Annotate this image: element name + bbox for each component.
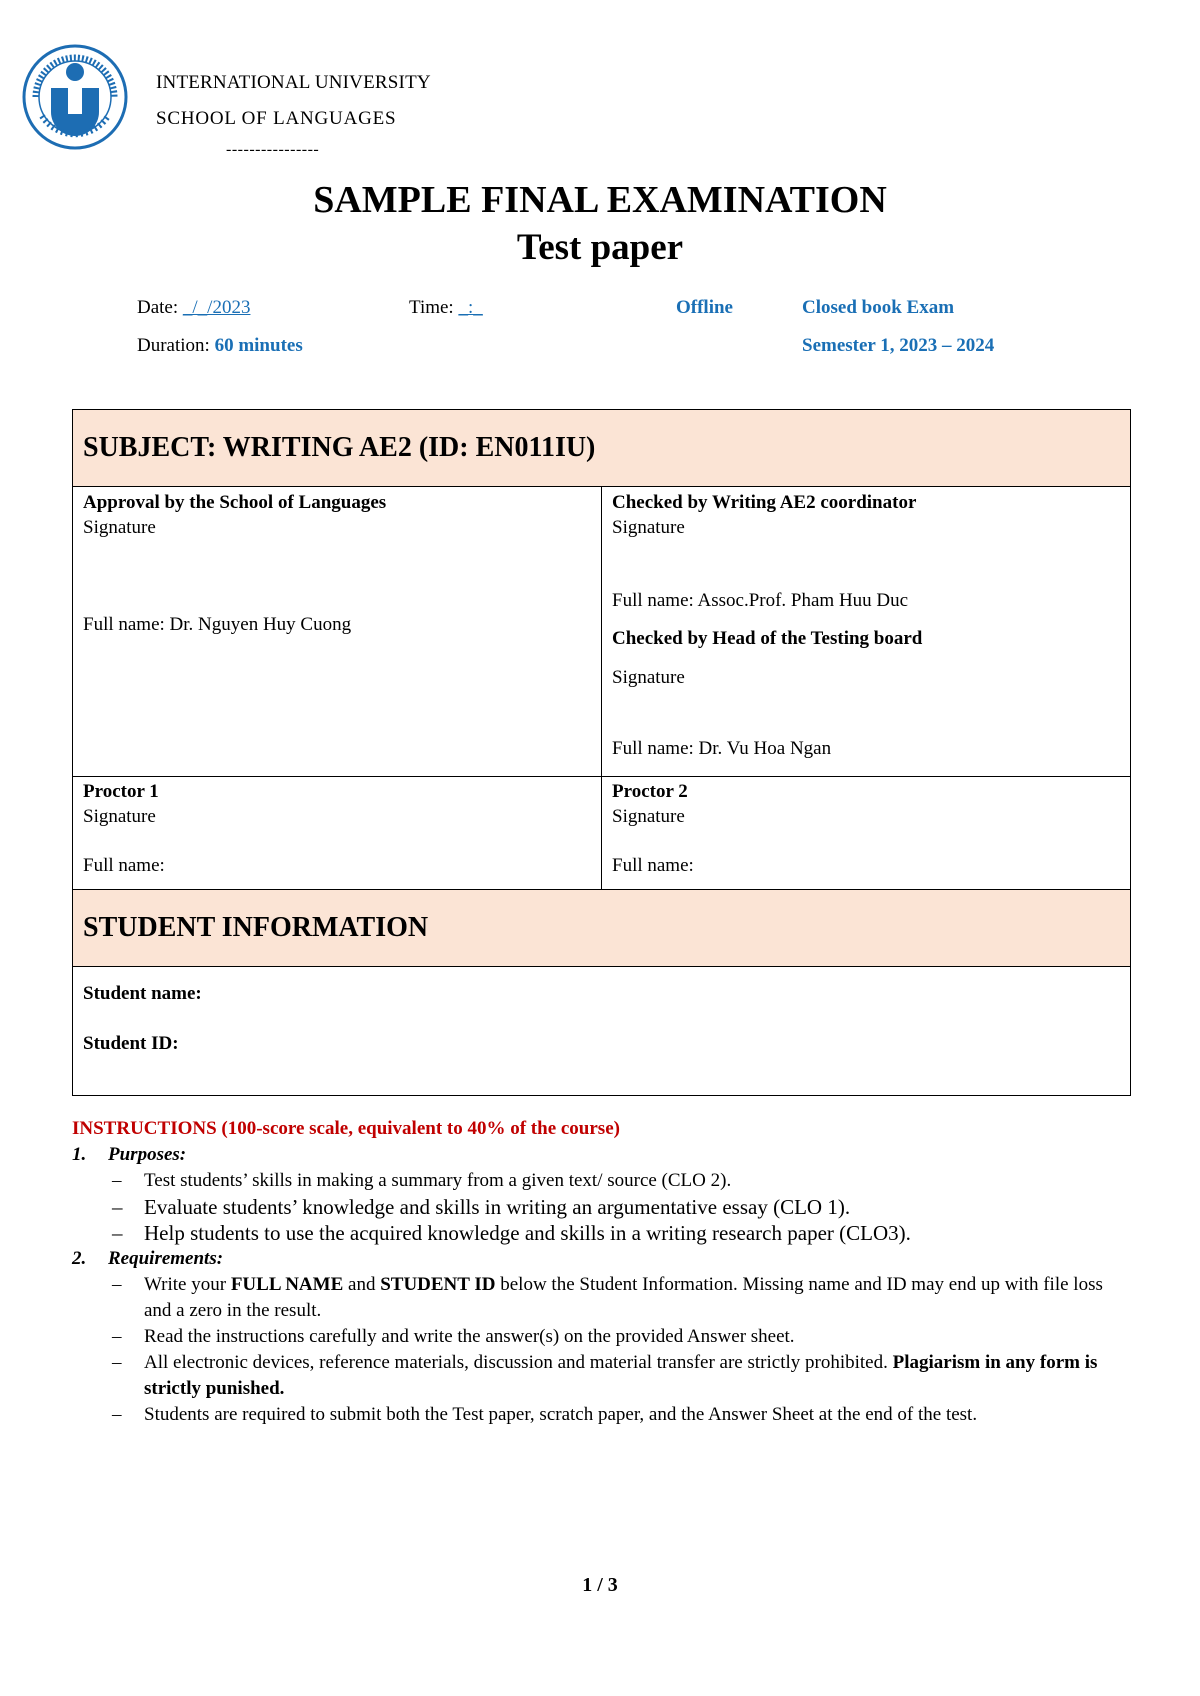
institution-name: INTERNATIONAL UNIVERSITY [156, 72, 431, 93]
date-field [137, 297, 250, 319]
header-divider: ---------------- [226, 141, 320, 158]
proctor2-title: Proctor 2 [612, 781, 688, 802]
testing-head-title: Checked by Head of the Testing board [612, 628, 923, 649]
duration-label: Duration: [137, 335, 215, 356]
purpose-item: – Help students to use the acquired knowledge and skills in a writing research paper (CLO3). [72, 1220, 1132, 1246]
requirement-text: and [343, 1274, 381, 1295]
exam-book-type: Closed book Exam [802, 297, 955, 318]
student-id-label: Student ID: [83, 1033, 179, 1054]
requirements-heading [72, 1246, 1132, 1272]
approval-signature-label: Signature [83, 517, 156, 538]
proctor1-cell [73, 777, 602, 890]
purposes-heading [72, 1142, 1132, 1168]
checkers-cell [602, 487, 1131, 777]
student-name-label: Student name: [83, 983, 202, 1004]
requirement-item [72, 1272, 1132, 1324]
proctor2-signature-label: Signature [612, 806, 685, 827]
purposes-number: 1. [72, 1144, 87, 1165]
date-label: Date: [137, 297, 183, 318]
testing-head-fullname: Full name: Dr. Vu Hoa Ngan [612, 738, 832, 759]
duration-value: 60 minutes [214, 335, 303, 356]
proctor2-fullname: Full name: [612, 855, 694, 876]
coordinator-signature-label: Signature [612, 517, 685, 538]
requirement-emphasis: FULL NAME [230, 1274, 344, 1295]
approval-fullname: Full name: Dr. Nguyen Huy Cuong [83, 614, 352, 635]
date-value: _/_/2023 [182, 297, 251, 318]
student-info-band [73, 890, 1131, 967]
proctor1-signature-label: Signature [83, 806, 156, 827]
requirements-number: 2. [72, 1248, 87, 1269]
exam-title: SAMPLE FINAL EXAMINATION [313, 179, 887, 221]
subject-band [73, 410, 1131, 487]
coordinator-fullname: Full name: Assoc.Prof. Pham Huu Duc [612, 590, 909, 611]
school-name: SCHOOL OF LANGUAGES [156, 108, 397, 129]
exam-mode: Offline [676, 297, 733, 318]
duration-field [137, 335, 303, 357]
proctor1-fullname: Full name: [83, 855, 165, 876]
requirement-emphasis: STUDENT ID [380, 1274, 496, 1295]
requirement-item: – Students are required to submit both the Test paper, scratch paper, and the Answer Sheet at the end of the test. [72, 1402, 1132, 1428]
approval-cell [73, 487, 602, 777]
page-number: 1 / 3 [582, 1574, 618, 1596]
requirement-item: – Read the instructions carefully and write the answer(s) on the provided Answer sheet. [72, 1324, 1132, 1350]
requirement-item [72, 1350, 1132, 1402]
student-info-cell [73, 967, 1131, 1096]
requirement-text: All electronic devices, reference materials, discussion and material transfer are strictly prohibited. [144, 1352, 893, 1373]
requirement-text: Write your [144, 1274, 231, 1295]
requirements-title: Requirements: [108, 1248, 224, 1269]
instructions-heading: INSTRUCTIONS (100-score scale, equivalent to 40% of the course) [72, 1118, 620, 1139]
time-label: Time: [409, 297, 459, 318]
exam-info-table [72, 409, 1131, 1096]
semester: Semester 1, 2023 – 2024 [802, 335, 995, 356]
purposes-title: Purposes: [108, 1144, 187, 1165]
student-info-heading: STUDENT INFORMATION [83, 912, 429, 943]
exam-subtitle: Test paper [516, 227, 684, 268]
testing-head-signature-label: Signature [612, 667, 685, 688]
time-value: _:_ [458, 297, 483, 318]
time-field [409, 297, 483, 319]
approval-title: Approval by the School of Languages [83, 492, 387, 513]
proctor2-cell [602, 777, 1131, 890]
university-logo [22, 44, 128, 150]
coordinator-title: Checked by Writing AE2 coordinator [612, 492, 917, 513]
instructions-section [72, 1116, 1132, 1428]
purpose-item: – Test students’ skills in making a summary from a given text/ source (CLO 2). [72, 1168, 1132, 1194]
requirement-emphasis: Plagiarism in any form is strictly punished. [144, 1352, 1098, 1399]
requirement-text: below the Student Information. Missing name and ID may end up with file loss and a zero in the result. [144, 1274, 1103, 1321]
subject-heading: SUBJECT: WRITING AE2 (ID: EN011IU) [83, 432, 596, 463]
proctor1-title: Proctor 1 [83, 781, 159, 802]
purpose-item: – Evaluate students’ knowledge and skills in writing an argumentative essay (CLO 1). [72, 1194, 1132, 1220]
